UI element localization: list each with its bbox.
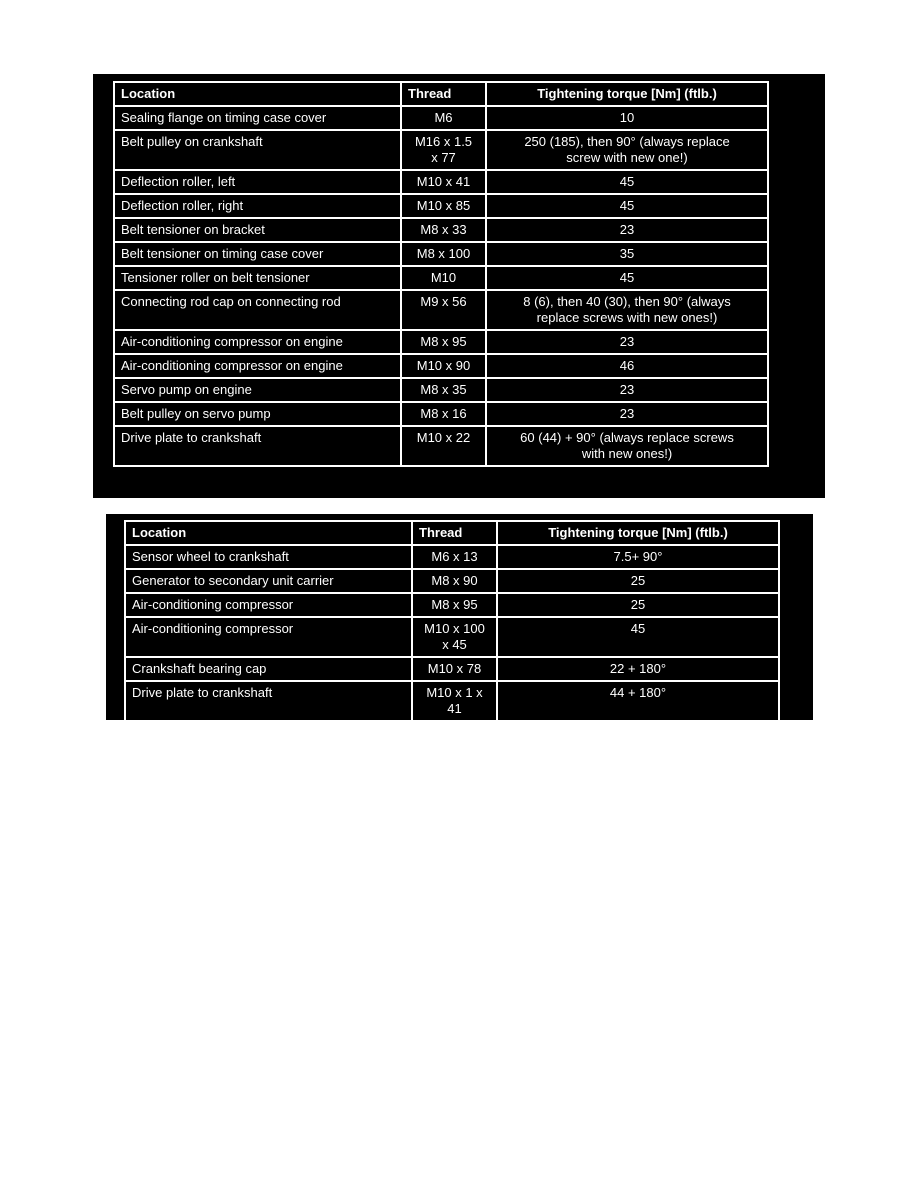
table-row bbox=[114, 106, 768, 130]
cell-thread: M10 x 78 bbox=[412, 657, 497, 681]
cell-thread: M8 x 90 bbox=[412, 569, 497, 593]
cell-location: Air-conditioning compressor bbox=[125, 593, 412, 617]
torque-table-panel-1 bbox=[93, 74, 825, 498]
cell-thread: M10 x 90 bbox=[401, 354, 486, 378]
cell-torque: 250 (185), then 90° (always replace screw with new one!) bbox=[486, 130, 768, 170]
cell-location: Drive plate to crankshaft bbox=[125, 681, 412, 721]
cell-location: Sealing flange on timing case cover bbox=[114, 106, 401, 130]
table-row bbox=[114, 330, 768, 354]
cell-thread: M10 x 1 x 41 bbox=[412, 681, 497, 721]
table-body-1 bbox=[114, 106, 768, 466]
table-row bbox=[125, 545, 779, 569]
table-body-2 bbox=[125, 545, 779, 721]
table-row bbox=[114, 266, 768, 290]
cell-thread: M8 x 33 bbox=[401, 218, 486, 242]
cell-location: Connecting rod cap on connecting rod bbox=[114, 290, 401, 330]
table-row bbox=[114, 130, 768, 170]
torque-table-2 bbox=[124, 520, 780, 722]
cell-torque: 22 + 180° bbox=[497, 657, 779, 681]
cell-torque: 60 (44) + 90° (always replace screws with new ones!) bbox=[486, 426, 768, 466]
cell-torque: 25 bbox=[497, 569, 779, 593]
cell-location: Air-conditioning compressor on engine bbox=[114, 330, 401, 354]
cell-thread: M10 x 100 x 45 bbox=[412, 617, 497, 657]
cell-torque: 25 bbox=[497, 593, 779, 617]
cell-torque: 23 bbox=[486, 330, 768, 354]
cell-location: Belt pulley on crankshaft bbox=[114, 130, 401, 170]
table-row bbox=[114, 218, 768, 242]
cell-location: Belt pulley on servo pump bbox=[114, 402, 401, 426]
table-row bbox=[114, 194, 768, 218]
cell-thread: M8 x 95 bbox=[412, 593, 497, 617]
column-header-torque: Tightening torque [Nm] (ftlb.) bbox=[486, 82, 768, 106]
table-row bbox=[114, 242, 768, 266]
cell-thread: M10 x 41 bbox=[401, 170, 486, 194]
table-row bbox=[114, 170, 768, 194]
cell-torque: 23 bbox=[486, 218, 768, 242]
cell-thread: M8 x 35 bbox=[401, 378, 486, 402]
cell-thread: M16 x 1.5 x 77 bbox=[401, 130, 486, 170]
table-row bbox=[125, 657, 779, 681]
cell-torque: 45 bbox=[486, 266, 768, 290]
torque-table-panel-2 bbox=[106, 514, 813, 720]
cell-torque: 10 bbox=[486, 106, 768, 130]
column-header-location: Location bbox=[114, 82, 401, 106]
torque-table-1 bbox=[113, 81, 769, 467]
cell-location: Servo pump on engine bbox=[114, 378, 401, 402]
table-row bbox=[125, 681, 779, 721]
column-header-torque: Tightening torque [Nm] (ftlb.) bbox=[497, 521, 779, 545]
table-row bbox=[114, 378, 768, 402]
cell-thread: M10 bbox=[401, 266, 486, 290]
table-header-row bbox=[114, 82, 768, 106]
cell-location: Air-conditioning compressor bbox=[125, 617, 412, 657]
cell-torque: 7.5+ 90° bbox=[497, 545, 779, 569]
cell-thread: M8 x 95 bbox=[401, 330, 486, 354]
table-row bbox=[114, 402, 768, 426]
cell-torque: 8 (6), then 40 (30), then 90° (always replace screws with new ones!) bbox=[486, 290, 768, 330]
table-row bbox=[125, 617, 779, 657]
cell-location: Air-conditioning compressor on engine bbox=[114, 354, 401, 378]
cell-thread: M8 x 16 bbox=[401, 402, 486, 426]
table-row bbox=[114, 354, 768, 378]
column-header-thread: Thread bbox=[401, 82, 486, 106]
cell-thread: M6 bbox=[401, 106, 486, 130]
column-header-thread: Thread bbox=[412, 521, 497, 545]
cell-thread: M8 x 100 bbox=[401, 242, 486, 266]
cell-location: Tensioner roller on belt tensioner bbox=[114, 266, 401, 290]
table-row bbox=[125, 593, 779, 617]
cell-torque: 44 + 180° bbox=[497, 681, 779, 721]
cell-location: Sensor wheel to crankshaft bbox=[125, 545, 412, 569]
cell-thread: M10 x 22 bbox=[401, 426, 486, 466]
table-row bbox=[125, 569, 779, 593]
cell-torque: 45 bbox=[497, 617, 779, 657]
cell-thread: M9 x 56 bbox=[401, 290, 486, 330]
cell-location: Drive plate to crankshaft bbox=[114, 426, 401, 466]
cell-torque: 46 bbox=[486, 354, 768, 378]
cell-location: Generator to secondary unit carrier bbox=[125, 569, 412, 593]
cell-torque: 23 bbox=[486, 378, 768, 402]
cell-location: Crankshaft bearing cap bbox=[125, 657, 412, 681]
table-header-row bbox=[125, 521, 779, 545]
cell-location: Deflection roller, left bbox=[114, 170, 401, 194]
cell-thread: M10 x 85 bbox=[401, 194, 486, 218]
cell-location: Deflection roller, right bbox=[114, 194, 401, 218]
cell-torque: 45 bbox=[486, 170, 768, 194]
table-row bbox=[114, 290, 768, 330]
cell-thread: M6 x 13 bbox=[412, 545, 497, 569]
cell-torque: 35 bbox=[486, 242, 768, 266]
cell-torque: 23 bbox=[486, 402, 768, 426]
column-header-location: Location bbox=[125, 521, 412, 545]
table-row bbox=[114, 426, 768, 466]
cell-location: Belt tensioner on bracket bbox=[114, 218, 401, 242]
cell-torque: 45 bbox=[486, 194, 768, 218]
cell-location: Belt tensioner on timing case cover bbox=[114, 242, 401, 266]
